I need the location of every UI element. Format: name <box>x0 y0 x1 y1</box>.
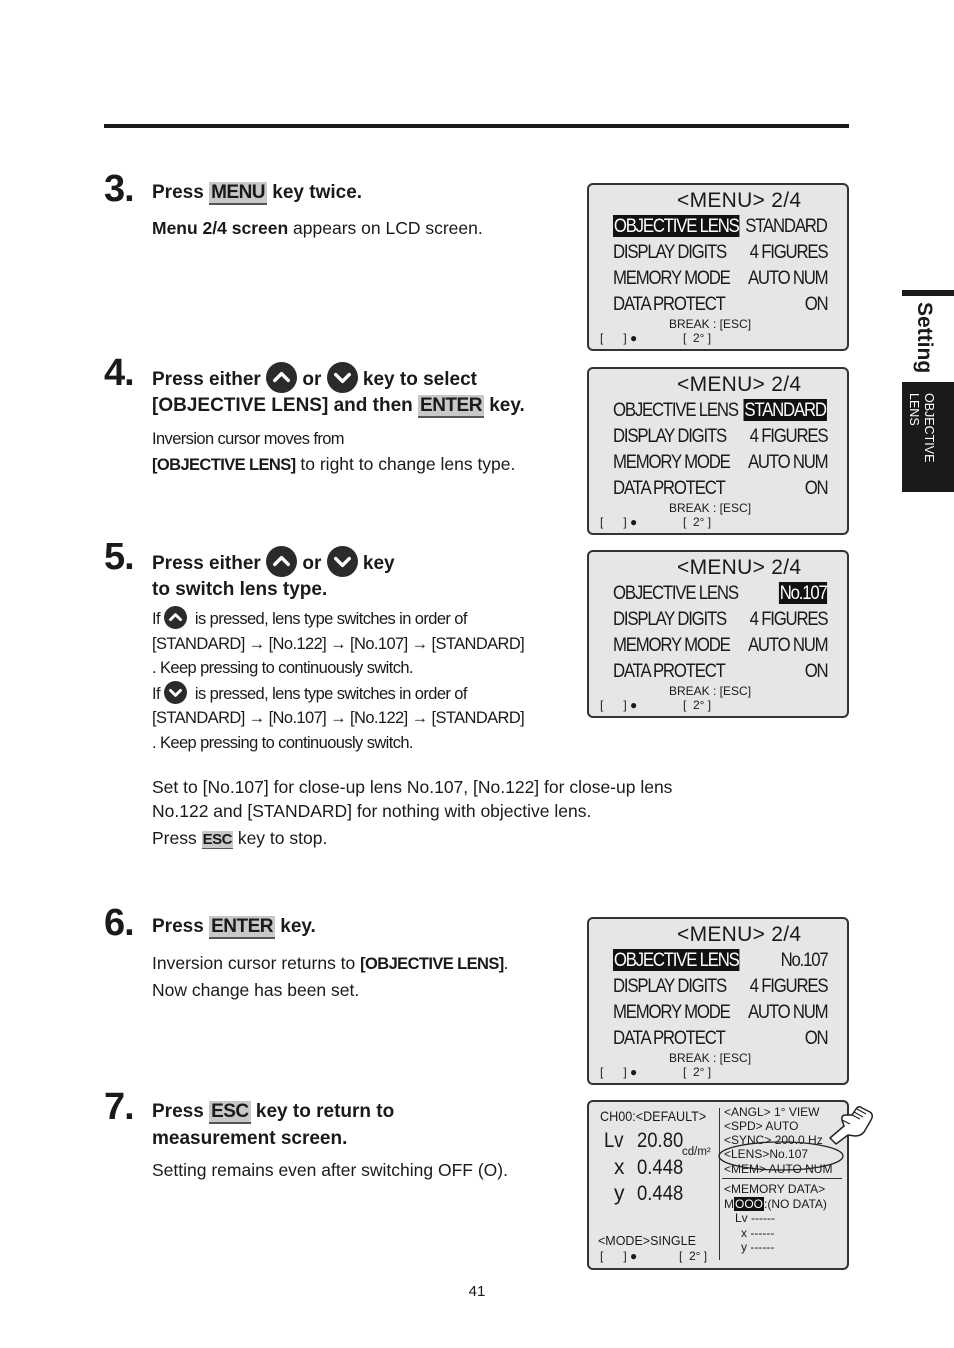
esc-key-label: ESC <box>211 1101 249 1122</box>
lcd-value-memory: AUTO NUM <box>747 634 827 656</box>
lcd-footer-right: [ 2° ] <box>683 698 712 712</box>
lcd-value-digits: 4 FIGURES <box>749 241 827 263</box>
lcd-label-objective-lens: OBJECTIVE LENS <box>613 399 738 421</box>
lcd-label-memory-mode: MEMORY MODE <box>613 1001 730 1023</box>
lcd-angl: <ANGL> 1° VIEW <box>724 1105 820 1119</box>
lcd-spd: <SPD> AUTO <box>724 1119 799 1133</box>
step-3-number: 3. <box>104 168 134 210</box>
lcd-label-data-protect: DATA PROTECT <box>613 477 725 499</box>
keep-pressing-note: . Keep pressing to continuously switch. <box>152 659 413 677</box>
lcd-label-objective-lens: OBJECTIVE LENS <box>613 949 739 971</box>
lcd-mem: <MEM> AUTO NUM <box>724 1162 833 1176</box>
lcd-title: <MENU> 2/4 <box>677 189 802 212</box>
lcd-value-memory: AUTO NUM <box>747 267 827 289</box>
step-6-heading: Press ENTER key. <box>152 916 316 937</box>
step-7-heading: Press ESC key to return to measurement screen. <box>152 1101 395 1149</box>
up-order: [STANDARD] → [No.122] → [No.107] → [STANDARD] <box>152 634 525 653</box>
step-3-description: Menu 2/4 screen appears on LCD screen. <box>152 218 483 238</box>
step-5-notes: Set to [No.107] for close-up lens No.107, [No.122] for close-up lens No.122 and [STANDARD] for nothing with objective lens. Press ESC key to stop. <box>152 777 673 848</box>
up-key-icon <box>164 606 187 629</box>
lcd-menu-screen-1 <box>587 183 849 351</box>
lcd-label-objective-lens: OBJECTIVE LENS <box>613 582 738 604</box>
down-order: [STANDARD] → [No.107] → [No.122] → [STANDARD] <box>152 709 525 727</box>
lcd-memory-lv: Lv ------ <box>735 1211 775 1225</box>
lcd-label-data-protect: DATA PROTECT <box>613 660 725 682</box>
lcd-measurement-screen <box>587 1100 849 1270</box>
lcd-break: BREAK : [ESC] <box>669 501 752 515</box>
step-7-description: Setting remains even after switching OFF (O). <box>152 1160 508 1180</box>
lcd-footer-left: [ ] ● <box>600 1065 638 1079</box>
lcd-value-digits: 4 FIGURES <box>749 425 827 447</box>
lcd-unit: cd/m² <box>682 1146 711 1158</box>
lcd-break: BREAK : [ESC] <box>669 684 752 698</box>
lcd-footer-left: [ ] ● <box>600 515 638 529</box>
lcd-label-data-protect: DATA PROTECT <box>613 1027 725 1049</box>
pointing-hand-icon <box>826 1100 876 1146</box>
lcd-title: <MENU> 2/4 <box>677 373 802 396</box>
lcd-label-display-digits: DISPLAY DIGITS <box>613 425 727 447</box>
lcd-memory-number: MOOO:(NO DATA) <box>724 1197 827 1211</box>
lcd-value-digits: 4 FIGURES <box>749 608 827 630</box>
lcd-footer-right: [ 2° ] <box>683 515 712 529</box>
lcd-mode: <MODE>SINGLE <box>598 1234 696 1248</box>
lcd-value-lens: STANDARD <box>745 215 827 237</box>
enter-key-label: ENTER <box>211 916 273 937</box>
step-5-details: If is pressed, lens type switches in order of [STANDARD] → [No.122] → [No.107] → [STANDARD] . Keep pressing to continuously switch. If is pressed, lens type switches in order of [STANDARD] → [No.107] → [No.122] → [STANDARD] . Keep pressing to continuously switch. <box>152 606 572 755</box>
step-4-number: 4. <box>104 352 134 394</box>
lcd-label-display-digits: DISPLAY DIGITS <box>613 975 727 997</box>
lcd-break: BREAK : [ESC] <box>669 317 752 331</box>
lcd-footer-left: [ ] ● <box>600 331 638 345</box>
lcd-footer-right: [ 2° ] <box>679 1249 708 1263</box>
lcd-label-memory-mode: MEMORY MODE <box>613 634 730 656</box>
page-number: 41 <box>468 1283 486 1300</box>
esc-key-label: ESC <box>202 831 232 848</box>
lcd-menu-screen-4 <box>587 917 849 1085</box>
lcd-lv-value: 20.80 <box>637 1129 684 1152</box>
lcd-value-lens: STANDARD <box>744 399 827 421</box>
step-6-number: 6. <box>104 902 134 944</box>
up-key-icon <box>266 362 297 393</box>
lcd-footer-right: [ 2° ] <box>683 331 712 345</box>
keep-pressing-note: . Keep pressing to continuously switch. <box>152 733 413 752</box>
lcd-value-memory: AUTO NUM <box>747 1001 827 1023</box>
lcd-label-data-protect: DATA PROTECT <box>613 293 725 315</box>
side-tab-section: Setting <box>913 302 936 374</box>
down-key-icon <box>327 362 358 393</box>
lcd-value-lens: No.107 <box>780 949 827 971</box>
lcd-x-label: x <box>614 1156 625 1179</box>
step-5-heading: Press either or key to switch lens type. <box>152 546 395 603</box>
lcd-lens: <LENS>No.107 <box>724 1147 809 1161</box>
lcd-title: <MENU> 2/4 <box>677 923 802 946</box>
lcd-menu-screen-3 <box>587 550 849 718</box>
step-4-heading: Press either or key to select [OBJECTIVE LENS] and then ENTER key. <box>152 362 582 419</box>
menu-key-label: MENU <box>211 182 266 203</box>
lcd-x-value: 0.448 <box>637 1156 684 1179</box>
lcd-break: BREAK : [ESC] <box>669 1051 752 1065</box>
lcd-value-digits: 4 FIGURES <box>749 975 827 997</box>
header-rule <box>104 124 849 128</box>
lcd-divider <box>719 1108 720 1260</box>
lcd-sync: <SYNC> 200.0 Hz <box>724 1133 823 1147</box>
lcd-label-display-digits: DISPLAY DIGITS <box>613 608 727 630</box>
lcd-value-protect: ON <box>804 477 827 499</box>
step-5-number: 5. <box>104 536 134 578</box>
lcd-memory-x: x ------ <box>741 1226 775 1240</box>
step-4-description: Inversion cursor moves from [OBJECTIVE LENS] to right to change lens type. <box>152 430 516 474</box>
lcd-lv-label: Lv <box>604 1129 624 1152</box>
lcd-footer-left: [ ] ● <box>600 1249 638 1263</box>
enter-key-label: ENTER <box>420 395 482 416</box>
lcd-channel: CH00:<DEFAULT> <box>600 1108 707 1124</box>
lcd-y-value: 0.448 <box>637 1182 684 1205</box>
side-tab-subsection: OBJECTIVE LENS <box>907 393 936 463</box>
lcd-label-objective-lens: OBJECTIVE LENS <box>613 215 739 237</box>
lcd-label-memory-mode: MEMORY MODE <box>613 267 730 289</box>
lcd-value-memory: AUTO NUM <box>747 451 827 473</box>
lcd-memory-rule <box>722 1178 842 1179</box>
down-key-icon <box>164 681 187 704</box>
lcd-value-lens: No.107 <box>779 582 827 604</box>
lcd-label-memory-mode: MEMORY MODE <box>613 451 730 473</box>
lcd-footer-left: [ ] ● <box>600 698 638 712</box>
up-key-icon <box>266 546 297 577</box>
lcd-label-display-digits: DISPLAY DIGITS <box>613 241 727 263</box>
lcd-memory-y: y ------ <box>741 1240 775 1254</box>
lcd-value-protect: ON <box>804 660 827 682</box>
lcd-value-protect: ON <box>804 293 827 315</box>
step-6-description: Inversion cursor returns to [OBJECTIVE LENS]. Now change has been set. <box>152 953 509 1000</box>
step-7-number: 7. <box>104 1086 134 1128</box>
lcd-footer-right: [ 2° ] <box>683 1065 712 1079</box>
down-key-icon <box>327 546 358 577</box>
lcd-value-protect: ON <box>804 1027 827 1049</box>
lcd-y-label: y <box>614 1182 625 1205</box>
lcd-title: <MENU> 2/4 <box>677 556 802 579</box>
step-3-heading: Press MENU key twice. <box>152 182 363 203</box>
lcd-menu-screen-2 <box>587 367 849 535</box>
lcd-memory-data: <MEMORY DATA> <box>724 1182 826 1196</box>
